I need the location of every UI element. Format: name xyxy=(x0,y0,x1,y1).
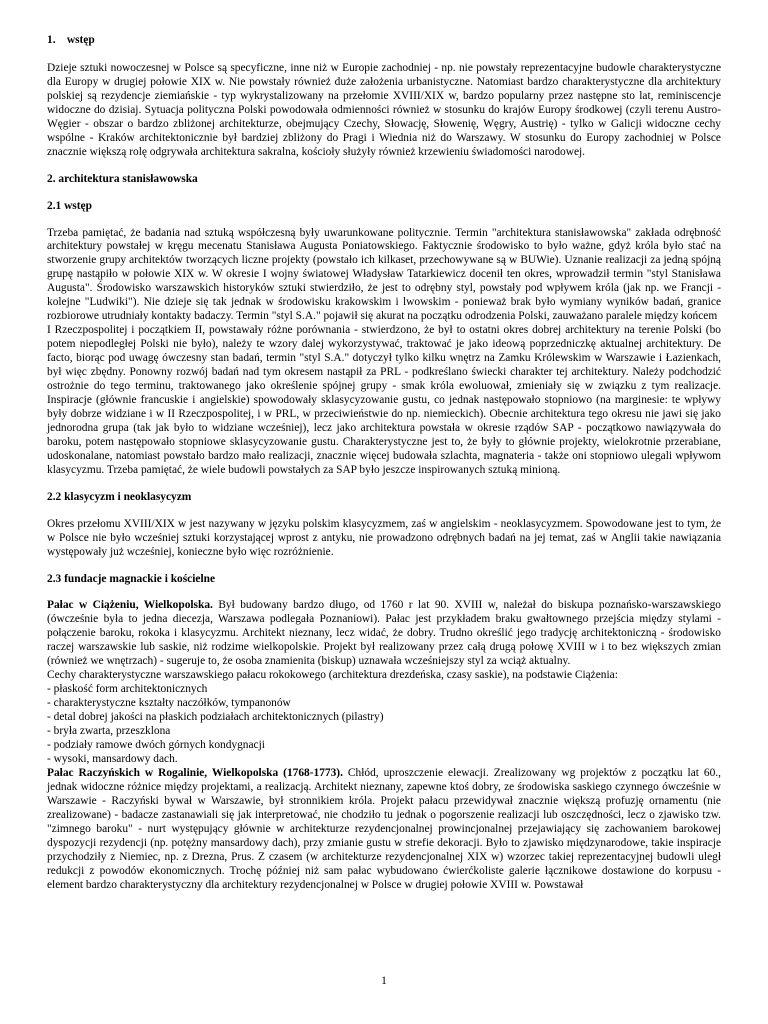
heading-architektura-stanislawowska: 2. architektura stanisławowska xyxy=(47,172,198,185)
features-list xyxy=(47,669,721,767)
heading-2-2: 2.2 klasycyzm i neoklasycyzm xyxy=(47,490,192,503)
heading-wstep xyxy=(47,34,721,48)
paragraph-ciazen xyxy=(47,599,721,669)
rogalin-title: Pałac Raczyńskich w Rogalinie, Wielkopolska (1768-1773). xyxy=(47,766,343,779)
list-item: - bryła zwarta, przeszklona xyxy=(47,725,171,738)
list-item: - płaskość form architektonicznych xyxy=(47,683,208,696)
ciazen-title: Pałac w Ciążeniu, Wielkopolska. xyxy=(47,599,213,612)
paragraph-2-1-b: I Rzeczpospolitej i początkiem II, powstawały różne porównania - stwierdzono, że był to ostatni okres dobrej architektury na terenie Polski (bo potem niepodległej Polski nie było), należy te wzory dalej wykorzystywać, traktować je jako ideową poprzedniczkę aktualnej architektury. De facto, biorąc pod uwagę ówczesny stan badań, termin "styl S.A." dotyczył tylko kilku wnętrz na Zamku Królewskim w Warszawie i Łazienkach, był więc zbędny. Ponowny rozwój badań nad tym okresem nastąpił za PRL - podkreślano świecki charakter tej architektury. Należy podchodzić ostrożnie do tego terminu, traktowanego jako określenie spójnej grupy - smak króla ewoluował, zmieniały się w związku z tym realizacje. Inspiracje (głównie francuskie i angielskie) spowodowały sklasycyzowanie gustu, co jednak następowało stopniowo (na marginesie: te wpływy były dobrze widziane i w II Rzeczpospolitej, i w PRL, w przeciwieństwie do np. niemieckich). Obecnie architektura tego okresu nie jawi się jako jednorodna grupa (tak jak było to widziane wcześniej), lecz jako architektura powstała w okresie rządów SAP - początkowo nawiązywała do baroku, potem następowało stopniowe sklasycyzowanie gustu. Charakterystyczne jest to, że były to głównie projekty, wielokrotnie przerabiane, udoskonalane, natomiast powstało bardzo mało realizacji, znacznie więcej budowała szlachta, magnateria - także oni stopniowo ulegali wpływom klasycyzmu. Trzeba pamiętać, że wiele budowli powstałych za SAP było jeszcze inspirowanych sztuką minioną. xyxy=(47,324,721,476)
document-page xyxy=(47,34,721,892)
list-item: - detal dobrej jakości na płaskich podziałach architektonicznych (pilastry) xyxy=(47,711,384,724)
ciazen-text: Był budowany bardzo długo, od 1760 r lat 90. XVIII w, należał do biskupa poznańsko-warszawskiego (ówcześnie była to jedna diecezja, Warszawa podlegała Poznaniowi). Pałac jest przykładem braku gwałtownego przejścia między stylami - połączenie baroku, rokoka i klasycyzmu. Architekt nieznany, lecz widać, że dobry. Trudno określić jego tradycję architektoniczną - środowisko raczej warszawskie lub saskie, niż rodzime wielkopolskie. Projekt był realizowany przez całą drugą połowę XVIII w i to bez większych zmian (również we wnętrzach) - sugeruje to, że osoba znamienita (biskup) uznawała wcześniejszy styl za wciąż aktualny. xyxy=(47,599,721,668)
paragraph-rogalin xyxy=(47,767,721,893)
list-item: - charakterystyczne kształty naczółków, tympanonów xyxy=(47,697,291,710)
features-lead: Cechy charakterystyczne warszawskiego pałacu rokokowego (architektura drezdeńska, czasy saskie), na podstawie Ciążenia: xyxy=(47,669,618,682)
paragraph-2-2: Okres przełomu XVIII/XIX w jest nazywany w języku polskim klasycyzmem, zaś w angielskim - neoklasycyzmem. Spowodowane jest to tym, że w Polsce nie było wcześniej sztuki korzystającej wprost z antyku, nie prowadzono odrębnych badań na jej temat, zaś w Anglii takie nawiązania występowały już wcześniej, konieczne było więc rozróżnienie. xyxy=(47,517,721,558)
list-item: - podziały ramowe dwóch górnych kondygnacji xyxy=(47,738,265,751)
heading-2-1: 2.1 wstęp xyxy=(47,199,92,212)
paragraph-2-1-a: Trzeba pamiętać, że badania nad sztuką współczesną były uwarunkowane politycznie. Termin "architektura stanisławowska" zakłada odrębność architektury powstałej w kręgu mecenatu Stanisława Augusta Poniatowskiego. Faktycznie środowisko to było ważne, gdyż króla było stać na stworzenie grupy architektów tworzących liczne projekty (powstało ich kilkaset, przechowywane są w BUWie). Uznanie realizacji za jedną spójną grupę nastąpiło w połowie XIX w. W okresie I wojny światowej Władysław Tatarkiewicz docenił ten okres, wprowadził termin "styl Stanisława Augusta". Środowisko warszawskich historyków sztuki stwierdziło, że jest to odrębny styl, powstały pod wpływem króla (jak np. we Francji - kolejne "Ludwiki"). Nie dzieje się tak jednak w środowisku krakowskim i lwowskim - ponieważ brak było wymiany wyników badań, granice rozbiorowe utrudniały kontakty badaczy. Termin "styl S.A." pojawił się akurat na początku odrodzenia Polski, zauważano paralele między końcem xyxy=(47,226,721,323)
page-number: 1 xyxy=(381,975,387,987)
paragraph-intro: Dzieje sztuki nowoczesnej w Polsce są specyficzne, inne niż w Europie zachodniej - np. nie powstały reprezentacyjne budowle charakterystyczne dla Europy w drugiej połowie XIX w. Nie powstały również duże założenia urbanistyczne. Natomiast bardzo charakterystyczne dla architektury polskiej są rezydencje ziemiańskie - typ wykrystalizowany na przełomie XVIII/XIX w, bardzo popularny przez następne sto lat, reminiscencje widoczne do dzisiaj. Sytuacja polityczna Polski powodowała odmienności również w stosunku do krajów Europy środkowej (czyli terenu Austro-Węgier - obszar o bardzo zbliżonej architekturze, obejmujący Czechy, Słowację, Słowenię, Węgry, Austrię) - tylko w Galicji widoczne cechy wspólne - Kraków architektonicznie był bardziej zbliżony do Pragi i Wiednia niż do Warszawy. W stosunku do Europy zachodniej w Polsce znacznie większą rolę odgrywała architektura sakralna, kościoły służyły również krzewieniu świadomości narodowej. xyxy=(47,61,721,158)
heading-title: wstęp xyxy=(66,34,95,46)
rogalin-text: Chłód, uproszczenie elewacji. Zrealizowany wg projektów z początku lat 60., jednak widoczne różnice między projektami, a realizacją. Architekt nieznany, zapewne ktoś dobry, ze środowiska saskiego czynnego ówcześnie w Warszawie - Raczyński bywał w Warszawie, był stronnikiem króla. Projekt pałacu przewidywał znacznie większą profuzję ornamentu (nie zrealizowane) - badacze zastanawiali się jak interpretować, nie chodziło tu jednak o pogorszenie realizacji lub oszczędności, lecz o zjawisko tzw. "zimnego baroku" - nurt występujący głównie w architekturze rezydencjonalnej prowincjonalnej przejawiający się zachowaniem barokowej dyspozycji rezydencji (np. potężny mansardowy dach), przy zmianie gustu w strefie dekoracji. Było to zjawisko międzynarodowe, takie inspiracje przychodziły z Niemiec, np. z Drezna, Prus. Z czasem (w architekturze rezydencjonalnej XIX w) wzorzec takiej reprezentacyjnej budowli uległ redukcji z powodów ekonomicznych. Trochę później niż sam pałac wybudowano ćwierćkoliste galerie łącznikowe dostawione do korpusu - element bardzo charakterystyczny dla architektury rezydencjonalnej w Polsce w drugiej połowie XVIII w. Powstawał xyxy=(47,766,721,891)
list-item: - wysoki, mansardowy dach. xyxy=(47,752,178,765)
heading-number: 1. xyxy=(47,34,56,46)
heading-2-3: 2.3 fundacje magnackie i kościelne xyxy=(47,572,216,585)
